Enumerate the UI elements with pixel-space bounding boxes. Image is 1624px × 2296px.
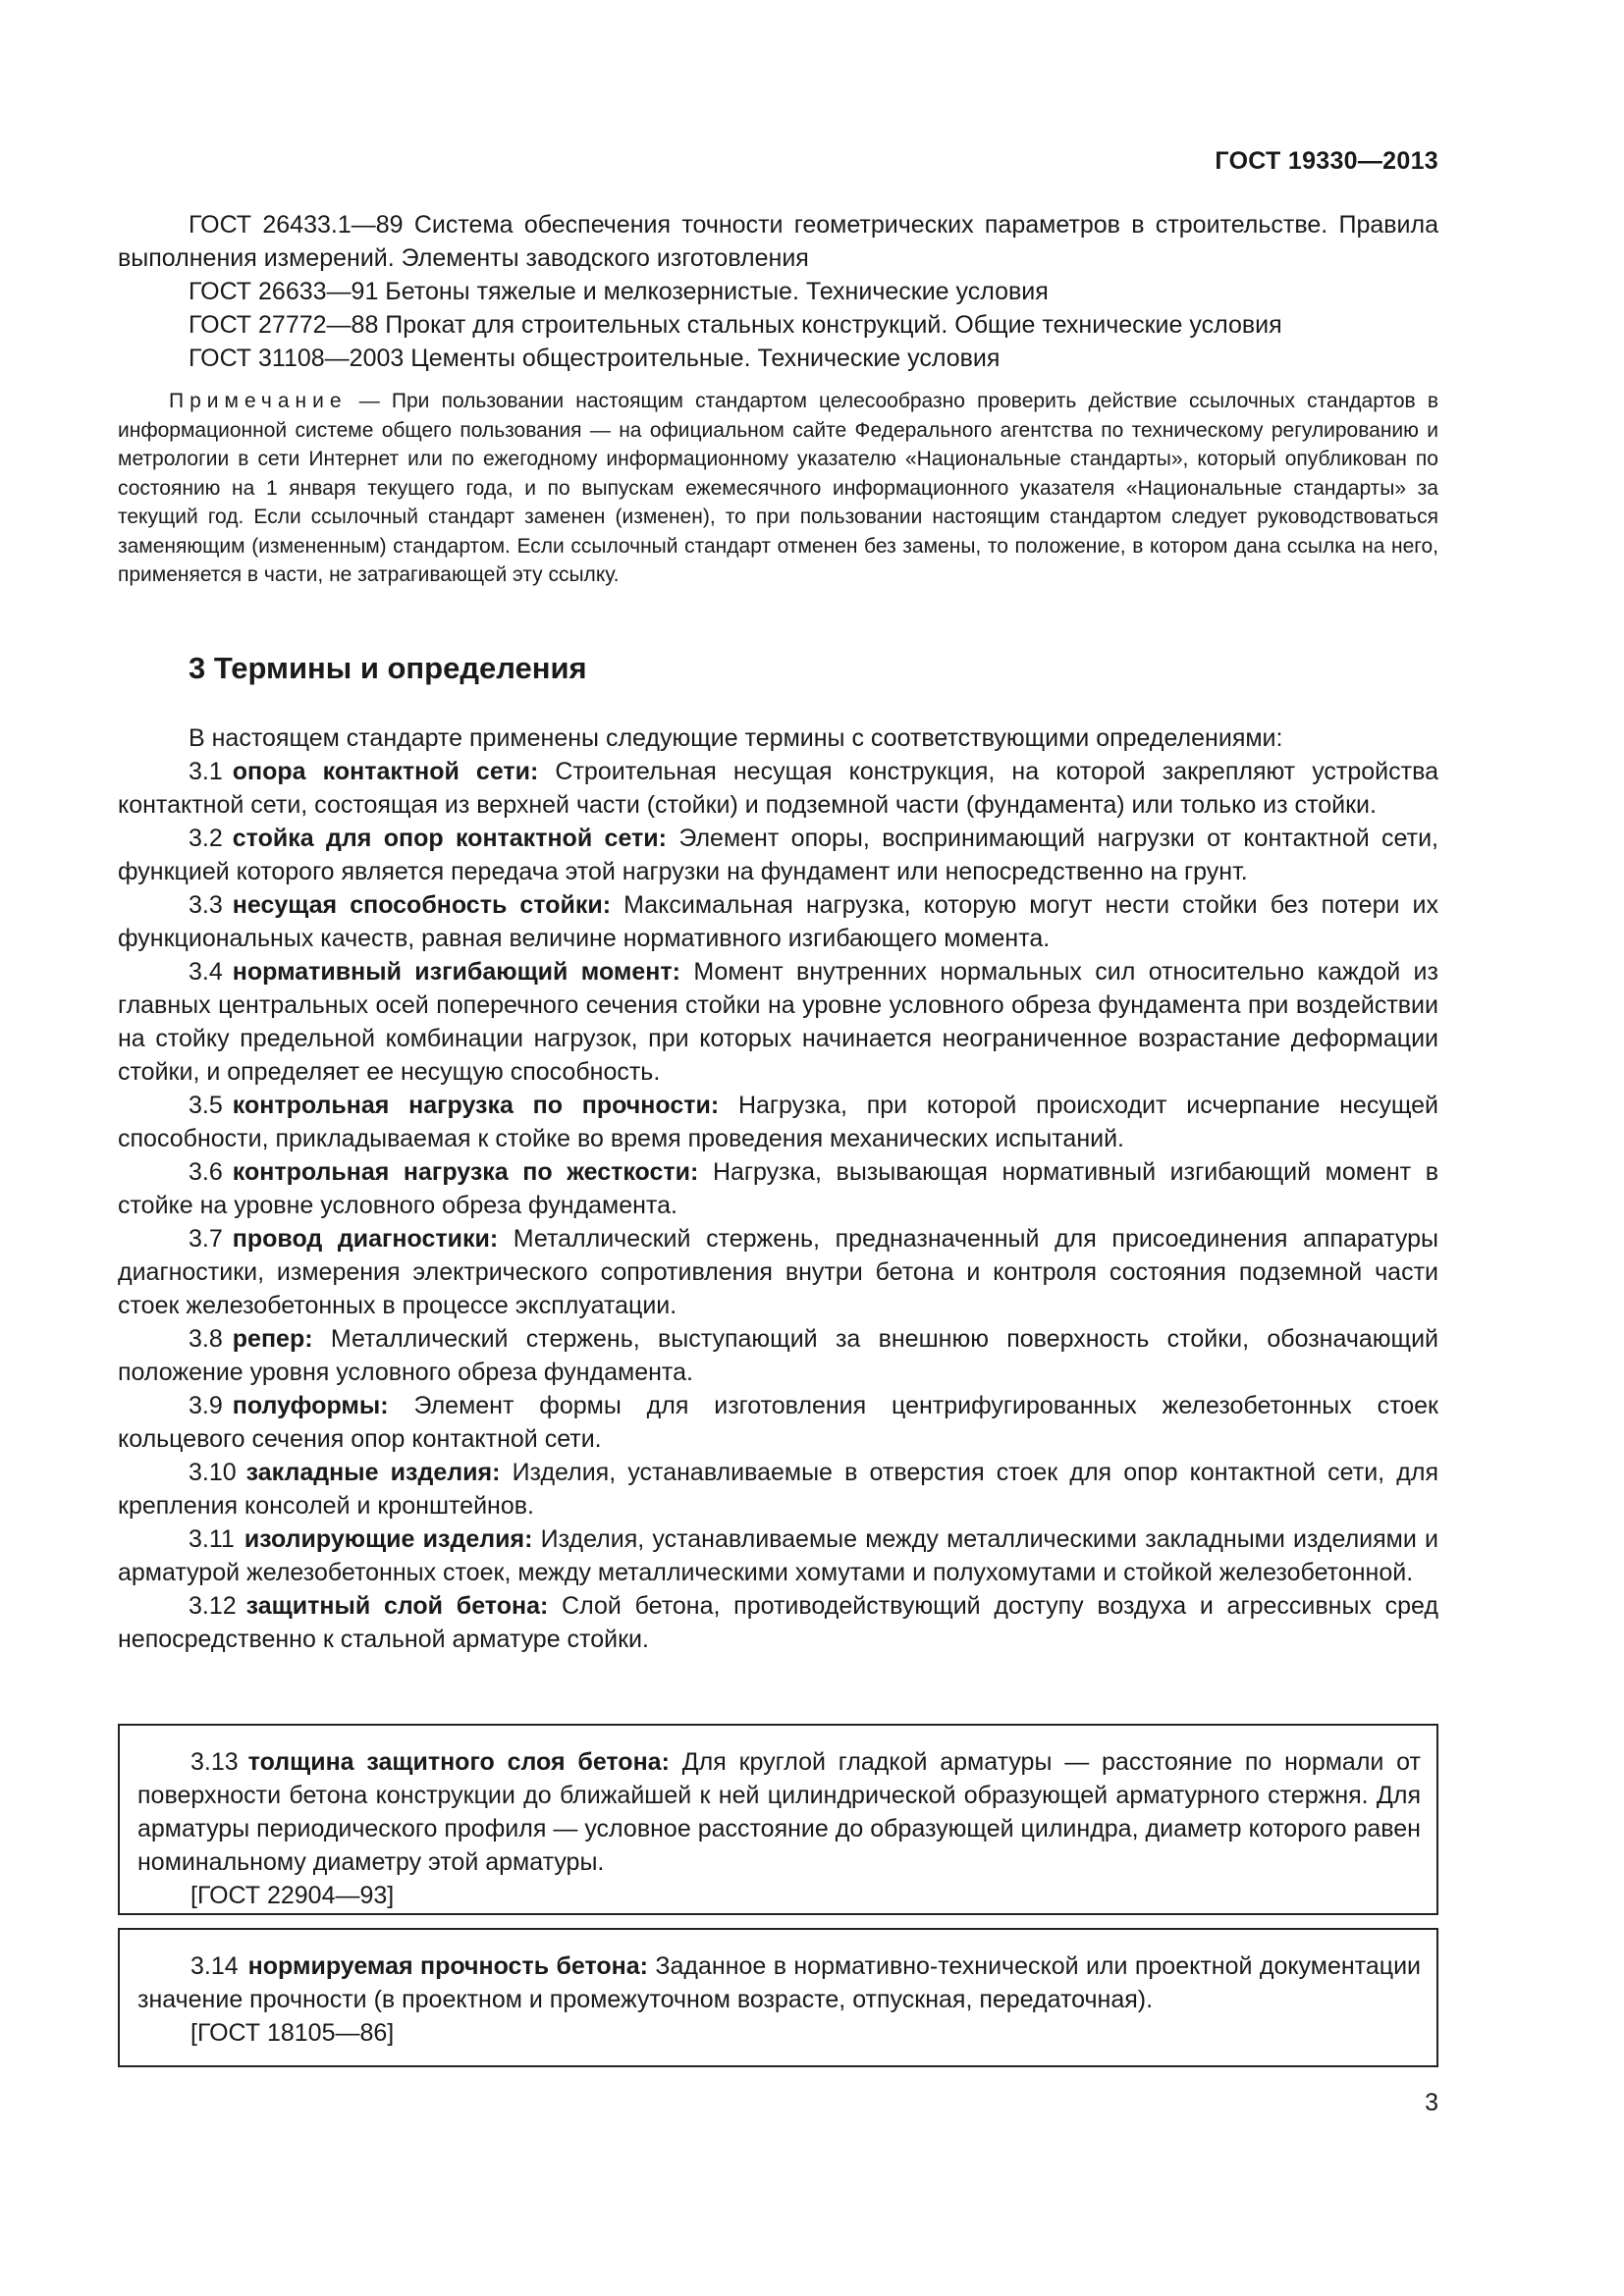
term-name: нормируемая прочность бетона: bbox=[247, 1952, 648, 1980]
document-header-id: ГОСТ 19330—2013 bbox=[1215, 147, 1438, 175]
term-item bbox=[118, 822, 1438, 888]
section-title: 3 Термины и определения bbox=[189, 651, 587, 685]
reference-item: ГОСТ 27772—88 Прокат для строительных стальных конструкций. Общие технические условия bbox=[189, 311, 1282, 339]
term-number: 3.4 bbox=[189, 958, 223, 986]
term-name: толщина защитного слоя бетона: bbox=[247, 1748, 670, 1776]
term-item bbox=[118, 755, 1438, 822]
term-item bbox=[118, 1089, 1438, 1155]
term-item bbox=[118, 1222, 1438, 1322]
term-definition: Слой бетона, противодействующий доступу воздуха и агрессивных сред непосредственно к стальной арматуре стойки. bbox=[118, 1592, 1438, 1653]
term-definition: Металлический стержень, выступающий за внешнюю поверхность стойки, обозначающий положение уровня условного обреза фундамента. bbox=[118, 1325, 1438, 1386]
term-name: стойка для опор контактной сети: bbox=[232, 825, 667, 852]
note-label: Примечание bbox=[169, 390, 348, 412]
term-definition: Элемент опоры, воспринимающий нагрузки от контактной сети, функцией которого является передача этой нагрузки на фундамент или непосредственно на грунт. bbox=[118, 825, 1438, 885]
term-number: 3.10 bbox=[189, 1459, 237, 1486]
term-definition: Момент внутренних нормальных сил относительно каждой из главных центральных осей поперечного сечения стойки на уровне условного обреза фундамента при воздействии на стойку предельной комбинации нагрузок, при которых начинается неограниченное возрастание деформации стойки, и определяет ее несущую способность. bbox=[118, 958, 1438, 1086]
term-definition: Изделия, устанавливаемые в отверстия стоек для опор контактной сети, для крепления консолей и кронштейнов. bbox=[118, 1459, 1438, 1520]
term-item bbox=[118, 1322, 1438, 1389]
reference-item: ГОСТ 26433.1—89 Система обеспечения точности геометрических параметров в строительстве. Правила выполнения измерений. Элементы заводского изготовления bbox=[118, 211, 1438, 272]
term-name: контрольная нагрузка по прочности: bbox=[232, 1092, 720, 1119]
term-name: репер: bbox=[232, 1325, 313, 1353]
reference-item: ГОСТ 31108—2003 Цементы общестроительные. Технические условия bbox=[189, 345, 1001, 372]
term-source: [ГОСТ 22904—93] bbox=[190, 1882, 395, 1909]
reference-item: ГОСТ 26633—91 Бетоны тяжелые и мелкозернистые. Технические условия bbox=[189, 278, 1049, 305]
term-number: 3.1 bbox=[189, 758, 223, 785]
boxed-term-3-14 bbox=[118, 1928, 1438, 2067]
term-name: провод диагностики: bbox=[232, 1225, 499, 1253]
term-number: 3.11 bbox=[189, 1525, 235, 1553]
term-definition: Металлический стержень, предназначенный для присоединения аппаратуры диагностики, измерения электрического сопротивления внутри бетона и контроля состояния подземной части стоек железобетонных в процессе эксплуатации. bbox=[118, 1225, 1438, 1319]
term-name: закладные изделия: bbox=[245, 1459, 501, 1486]
term-item bbox=[118, 1522, 1438, 1589]
document-page bbox=[118, 0, 1438, 2296]
term-definition: Нагрузка, вызывающая нормативный изгибающий момент в стойке на уровне условного обреза фундамента. bbox=[118, 1158, 1438, 1219]
boxed-term-3-13 bbox=[118, 1724, 1438, 1915]
term-number: 3.6 bbox=[189, 1158, 223, 1186]
term-name: изолирующие изделия: bbox=[244, 1525, 533, 1553]
term-source: [ГОСТ 18105—86] bbox=[190, 2019, 395, 2047]
term-number: 3.8 bbox=[189, 1325, 223, 1353]
term-definition: Для круглой гладкой арматуры — расстояние по нормали от поверхности бетона конструкции до ближайшей к ней цилиндрической образующей арматурного стержня. Для арматуры периодического профиля — условное расстояние до образующей цилиндра, диаметр которого равен номинальному диаметру этой арматуры. bbox=[137, 1748, 1421, 1876]
term-item bbox=[118, 955, 1438, 1089]
term-number: 3.5 bbox=[189, 1092, 223, 1119]
term-number: 3.13 bbox=[190, 1748, 239, 1776]
term-definition: Изделия, устанавливаемые между металлическими закладными изделиями и арматурой железобетонных стоек, между металлическими хомутами и полухомутами и стойкой железобетонной. bbox=[118, 1525, 1438, 1586]
note-paragraph bbox=[118, 387, 1438, 590]
term-number: 3.3 bbox=[189, 891, 223, 919]
term-number: 3.14 bbox=[190, 1952, 239, 1980]
term-definition: Максимальная нагрузка, которую могут нести стойки без потери их функциональных качеств, равная величине нормативного изгибающего момента. bbox=[118, 891, 1438, 952]
term-item bbox=[120, 1949, 1438, 2016]
term-definition: Заданное в нормативно-технической или проектной документации значение прочности (в проектном и промежуточном возрасте, отпускная, передаточная). bbox=[137, 1952, 1421, 2013]
term-number: 3.9 bbox=[189, 1392, 223, 1419]
term-item bbox=[118, 1389, 1438, 1456]
term-number: 3.12 bbox=[189, 1592, 237, 1620]
terms-list bbox=[118, 721, 1438, 1656]
term-name: опора контактной сети: bbox=[232, 758, 539, 785]
term-definition: Строительная несущая конструкция, на которой закрепляют устройства контактной сети, состоящая из верхней части (стойки) и подземной части (фундамента) или только из стойки. bbox=[118, 758, 1438, 819]
references-list bbox=[118, 208, 1438, 375]
term-item bbox=[118, 1589, 1438, 1656]
term-item bbox=[120, 1745, 1438, 1879]
term-name: полуформы: bbox=[232, 1392, 389, 1419]
term-name: контрольная нагрузка по жесткости: bbox=[232, 1158, 699, 1186]
term-number: 3.2 bbox=[189, 825, 223, 852]
note-text: — При пользовании настоящим стандартом целесообразно проверить действие ссылочных стандартов в информационной системе общего пользования — на официальном сайте Федерального агентства по техническому регулированию и метрологии в сети Интернет или по ежегодному информационному указателю «Национальные стандарты», который опубликован по состоянию на 1 января текущего года, и по выпускам ежемесячного информационного указателя «Национальные стандарты» за текущий год. Если ссылочный стандарт заменен (изменен), то при пользовании настоящим стандартом следует руководствоваться заменяющим (измененным) стандартом. Если ссылочный стандарт отменен без замены, то положение, в котором дана ссылка на него, применяется в части, не затрагивающей эту ссылку. bbox=[118, 390, 1438, 586]
term-item bbox=[118, 1155, 1438, 1222]
term-name: нормативный изгибающий момент: bbox=[232, 958, 680, 986]
term-definition: Элемент формы для изготовления центрифугированных железобетонных стоек кольцевого сечения опор контактной сети. bbox=[118, 1392, 1438, 1453]
term-item bbox=[118, 1456, 1438, 1522]
term-name: защитный слой бетона: bbox=[245, 1592, 549, 1620]
page-number: 3 bbox=[1425, 2089, 1438, 2116]
term-number: 3.7 bbox=[189, 1225, 223, 1253]
term-item bbox=[118, 888, 1438, 955]
term-name: несущая способность стойки: bbox=[232, 891, 612, 919]
term-definition: Нагрузка, при которой происходит исчерпание несущей способности, прикладываемая к стойке во время проведения механических испытаний. bbox=[118, 1092, 1438, 1152]
terms-intro: В настоящем стандарте применены следующие термины с соответствующими определениями: bbox=[189, 724, 1283, 752]
